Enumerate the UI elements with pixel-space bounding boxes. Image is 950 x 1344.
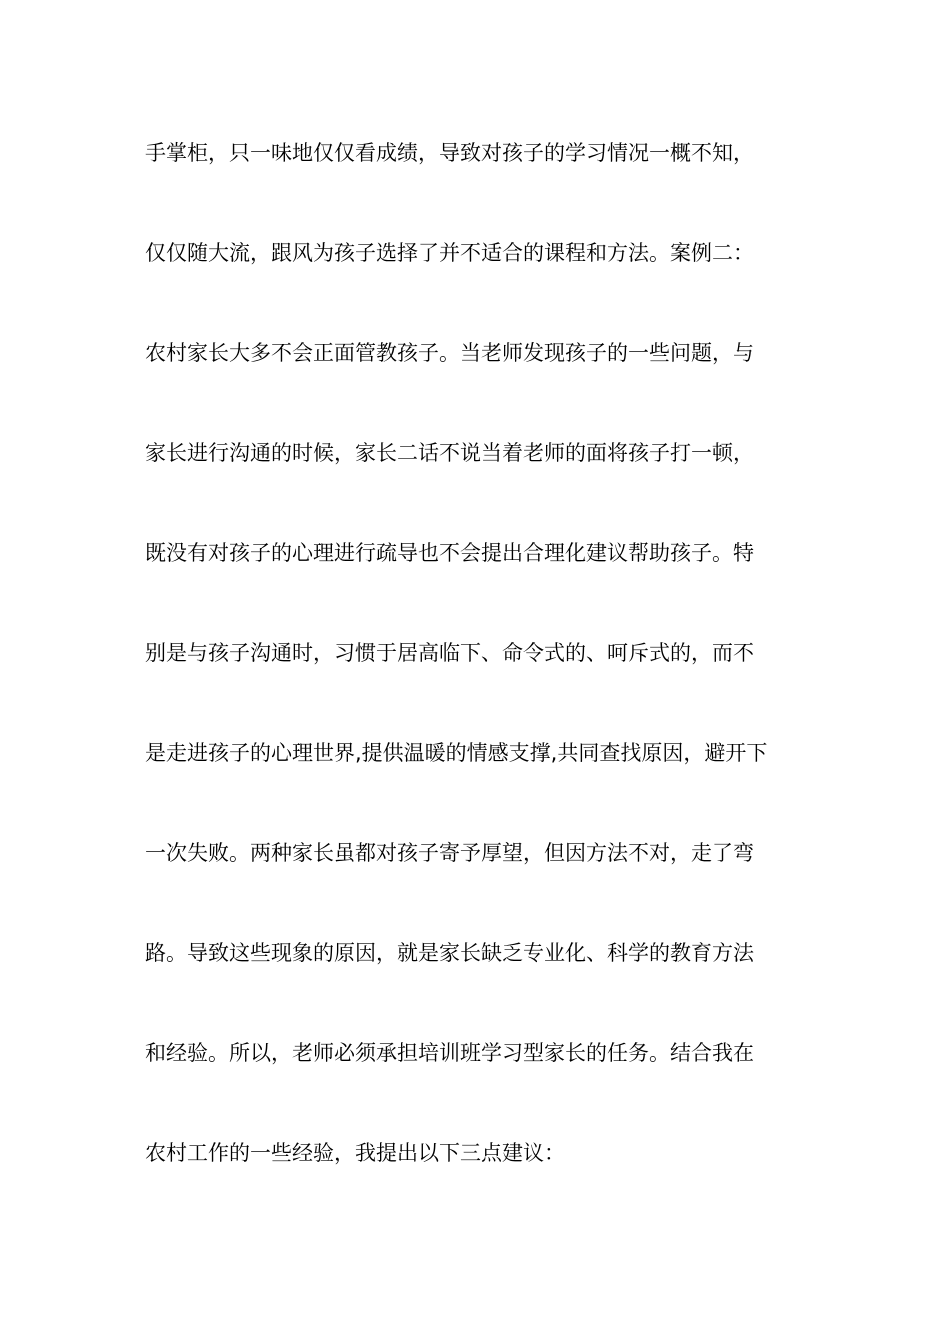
text-line-6: 别是与孩子沟通时，习惯于居高临下、命令式的、呵斥式的，而不	[145, 641, 754, 665]
text-line-5: 既没有对孩子的心理进行疏导也不会提出合理化建议帮助孩子。特	[145, 541, 754, 565]
text-line-1: 手掌柜，只一味地仅仅看成绩，导致对孩子的学习情况一概不知，	[145, 141, 754, 165]
text-line-11: 农村工作的一些经验，我提出以下三点建议：	[145, 1141, 565, 1165]
text-line-7: 是走进孩子的心理世界,提供温暖的情感支撑,共同查找原因，避开下	[145, 741, 768, 765]
body-text	[145, 133, 807, 1233]
text-line-8: 一次失败。两种家长虽都对孩子寄予厚望，但因方法不对，走了弯	[145, 841, 754, 865]
text-line-2: 仅仅随大流，跟风为孩子选择了并不适合的课程和方法。案例二：	[145, 241, 754, 265]
text-line-4: 家长进行沟通的时候，家长二话不说当着老师的面将孩子打一顿，	[145, 441, 754, 465]
text-line-3: 农村家长大多不会正面管教孩子。当老师发现孩子的一些问题，与	[145, 341, 754, 365]
text-line-10: 和经验。所以，老师必须承担培训班学习型家长的任务。结合我在	[145, 1041, 754, 1065]
text-line-9: 路。导致这些现象的原因，就是家长缺乏专业化、科学的教育方法	[145, 941, 754, 965]
